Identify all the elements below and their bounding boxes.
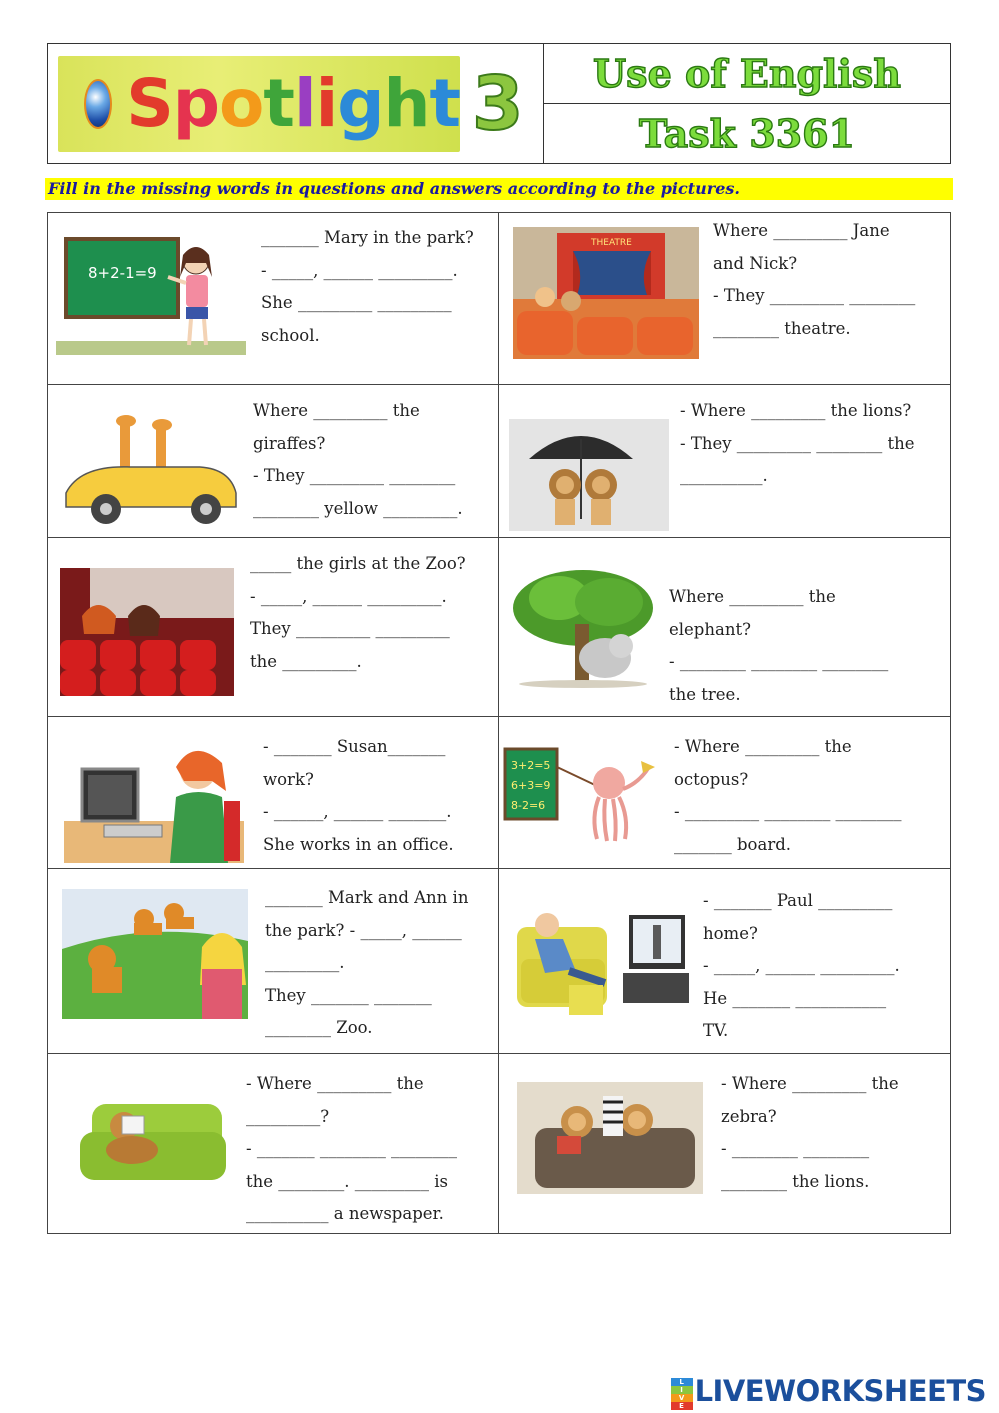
exercise-text: [263, 731, 454, 861]
instruction-banner: Fill in the missing words in questions and answers according to the pictures.: [45, 178, 953, 200]
text-line: ________ theatre.: [713, 318, 851, 338]
exercise-cell-12: [499, 1054, 950, 1233]
text-line: He _______ ___________: [703, 988, 887, 1008]
worksheet-header: [47, 43, 951, 164]
text-line: elephant?: [669, 619, 751, 639]
text-line: ________ Zoo.: [265, 1018, 373, 1038]
lions-under-umbrella-picture: [509, 419, 669, 531]
logo-cell: [48, 44, 544, 163]
girls-at-cinema-picture: [60, 568, 234, 696]
exercise-text: [674, 731, 902, 861]
text-line: _______ Mark and Ann in: [265, 888, 469, 907]
svg-text:8-2=6: 8-2=6: [511, 799, 546, 812]
text-line: __________ a newspaper.: [246, 1204, 444, 1224]
elephant-under-tree-picture: [509, 568, 659, 688]
svg-text:6+3=9: 6+3=9: [511, 779, 551, 792]
text-line: - _______ Susan_______: [263, 737, 446, 756]
logo-number: 3: [472, 60, 524, 147]
exercise-cell-6: [499, 538, 950, 716]
exercise-text: [669, 581, 888, 711]
text-line: the _________.: [250, 651, 362, 671]
page-title: Use of English: [544, 44, 950, 104]
logo-word: Spotlight: [126, 65, 460, 142]
exercise-cell-10: [499, 869, 950, 1053]
exercise-row: [48, 717, 950, 869]
text-line: school.: [261, 325, 320, 345]
text-line: - ______, ______ _______.: [263, 802, 452, 822]
liveworksheets-badge-icon: [671, 1378, 693, 1410]
exercise-text: [253, 395, 491, 525]
spotlight-logo: [58, 56, 460, 152]
exercise-text: [250, 548, 466, 678]
badge-letter: E: [671, 1402, 693, 1410]
text-line: - They _________ ________ the: [680, 433, 915, 453]
svg-text:3+2=5: 3+2=5: [511, 759, 551, 772]
boy-watching-tv-picture: [513, 909, 689, 1023]
text-line: ________ yellow _________.: [253, 498, 463, 518]
text-line: home?: [703, 923, 758, 943]
text-line: _________?: [246, 1106, 330, 1126]
text-line: _______ Mary in the park?: [261, 228, 474, 247]
text-line: Where _________ Jane: [713, 221, 890, 240]
octopus-at-board-picture: [503, 747, 663, 847]
exercise-cell-2: [499, 213, 950, 384]
badge-letter: I: [671, 1386, 693, 1394]
giraffes-in-car-picture: [60, 415, 242, 527]
badge-letter: V: [671, 1394, 693, 1402]
children-at-zoo-picture: [62, 889, 248, 1019]
text-line: Where _________ the: [669, 587, 836, 606]
text-line: work?: [263, 769, 314, 789]
exercise-cell-4: [499, 385, 950, 537]
liveworksheets-logo[interactable]: [671, 1374, 986, 1408]
globe-icon: [84, 79, 112, 129]
text-line: - _______ ________ ________: [246, 1139, 458, 1159]
text-line: - _____, ______ _________.: [703, 956, 900, 976]
text-line: _______ board.: [674, 834, 792, 854]
text-line: - Where _________ the lions?: [680, 401, 912, 420]
badge-letter: L: [671, 1378, 693, 1386]
text-line: _____ the girls at the Zoo?: [250, 554, 466, 573]
text-line: giraffes?: [253, 433, 326, 453]
text-line: __________.: [680, 466, 768, 486]
text-line: octopus?: [674, 769, 749, 789]
svg-text:8+2-1=9: 8+2-1=9: [88, 264, 157, 282]
text-line: - Where _________ the: [721, 1074, 899, 1093]
girl-at-blackboard-picture: [56, 233, 246, 357]
exercise-text: [713, 215, 915, 345]
exercise-cell-7: [48, 717, 499, 868]
zebra-between-lions-picture: [517, 1082, 703, 1194]
text-line: - They _________ ________: [713, 286, 916, 306]
text-line: the park? - _____, ______: [265, 920, 462, 940]
svg-text:THEATRE: THEATRE: [591, 238, 632, 248]
monkey-on-sofa-picture: [76, 1088, 226, 1188]
text-line: - ________ ________: [721, 1139, 870, 1159]
text-line: Where _________ the: [253, 401, 420, 420]
text-line: ________ the lions.: [721, 1171, 870, 1191]
theatre-picture: [513, 227, 699, 359]
exercise-cell-3: [48, 385, 499, 537]
text-line: - Where _________ the: [246, 1074, 424, 1093]
text-line: They _________ _________: [250, 619, 450, 639]
exercise-row: [48, 213, 950, 385]
exercise-cell-11: [48, 1054, 499, 1233]
exercise-text: [703, 885, 900, 1048]
text-line: the tree.: [669, 684, 741, 704]
text-line: They _______ _______: [265, 985, 432, 1005]
text-line: - They _________ ________: [253, 466, 456, 486]
text-line: and Nick?: [713, 253, 798, 273]
exercise-cell-8: [499, 717, 950, 868]
text-line: _________.: [265, 953, 345, 973]
exercise-text: [680, 395, 915, 493]
exercise-cell-1: [48, 213, 499, 384]
exercise-grid: [47, 212, 951, 1234]
text-line: zebra?: [721, 1106, 777, 1126]
task-number: Task 3361: [639, 111, 855, 156]
text-line: - ________ ________ ________: [669, 652, 889, 672]
exercise-text: [721, 1068, 899, 1198]
exercise-text: [261, 222, 474, 352]
text-line: She works in an office.: [263, 834, 454, 854]
exercise-cell-5: [48, 538, 499, 716]
text-line: - _____, ______ _________.: [250, 586, 447, 606]
text-line: She _________ _________: [261, 293, 452, 313]
exercise-cell-9: [48, 869, 499, 1053]
text-line: - _____, ______ _________.: [261, 260, 458, 280]
title-cell: [544, 44, 950, 163]
woman-at-computer-picture: [64, 741, 244, 863]
text-line: - Where _________ the: [674, 737, 852, 756]
exercise-row: [48, 1054, 950, 1233]
text-line: TV.: [703, 1021, 729, 1041]
text-line: - _______ Paul _________: [703, 891, 893, 910]
exercise-row: [48, 538, 950, 717]
exercise-text: [265, 882, 468, 1045]
text-line: - _________ ________ ________: [674, 802, 902, 822]
exercise-text: [246, 1068, 457, 1231]
exercise-row: [48, 869, 950, 1054]
liveworksheets-brand: LIVEWORKSHEETS: [694, 1374, 986, 1408]
exercise-row: [48, 385, 950, 538]
text-line: the ________. _________ is: [246, 1171, 448, 1191]
